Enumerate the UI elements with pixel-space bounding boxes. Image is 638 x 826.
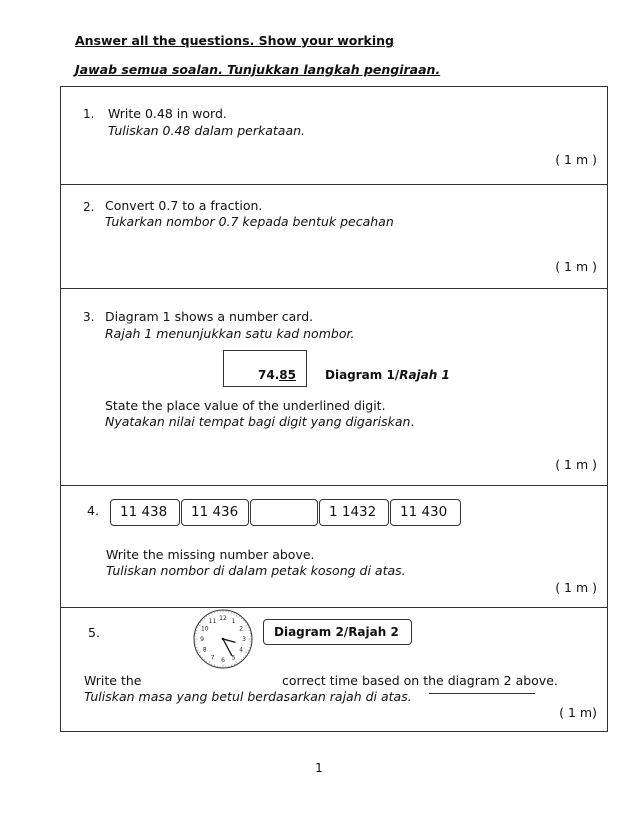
instruction-text-en: State the place value of the underlined digit. xyxy=(105,398,386,413)
marks: ( 1 m ) xyxy=(555,457,597,472)
question-number: 5. xyxy=(88,625,100,640)
clock-numeral: 10 xyxy=(200,625,209,633)
number-card xyxy=(223,350,307,387)
clock-numeral: 12 xyxy=(219,615,227,623)
questions-frame xyxy=(60,86,608,732)
sequence-box-4: 1 1432 xyxy=(319,499,389,526)
question-1 xyxy=(61,87,607,185)
question-3 xyxy=(61,289,607,486)
clock-numeral: 3 xyxy=(242,636,246,644)
question-number: 2. xyxy=(83,200,95,214)
sequence-box-5: 11 430 xyxy=(390,499,461,526)
clock-numeral: 5 xyxy=(231,654,236,662)
question-text-ms: Tuliskan masa yang betul berdasarkan rajah di atas. xyxy=(84,689,412,704)
clock-numeral: 4 xyxy=(239,646,244,654)
answer-line[interactable] xyxy=(429,693,535,694)
question-number: 4. xyxy=(87,503,99,518)
question-text-ms: Tuliskan nombor di dalam petak kosong di atas. xyxy=(106,563,406,578)
question-5 xyxy=(61,608,607,731)
marks: ( 1 m ) xyxy=(555,152,597,167)
clock-numeral: 8 xyxy=(202,646,207,654)
underlined-digits: 85 xyxy=(279,368,296,382)
number-card-value: 74.85 xyxy=(258,368,296,382)
sequence-box-blank[interactable] xyxy=(250,499,318,526)
sequence-box-1: 11 438 xyxy=(110,499,180,526)
instruction-malay: Jawab semua soalan. Tunjukkan langkah pengiraan. xyxy=(75,62,441,77)
diagram-2-label: Diagram 2/Rajah 2 xyxy=(263,619,412,645)
question-text-en: Diagram 1 shows a number card. xyxy=(105,309,314,324)
clock-diagram xyxy=(193,608,253,670)
instruction-text-ms: Nyatakan nilai tempat bagi digit yang digariskan. xyxy=(105,414,415,429)
question-text-en: Write the missing number above. xyxy=(106,547,315,562)
question-text-ms: Rajah 1 menunjukkan satu kad nombor. xyxy=(105,326,355,341)
sequence-box-2: 11 436 xyxy=(181,499,249,526)
question-text-en: Convert 0.7 to a fraction. xyxy=(105,198,263,213)
question-number: 3. xyxy=(83,310,95,324)
question-text-ms: Tuliskan 0.48 dalam perkataan. xyxy=(108,123,306,138)
question-4 xyxy=(61,486,607,608)
instruction-english: Answer all the questions. Show your working xyxy=(75,33,394,48)
clock-numeral: 2 xyxy=(239,625,244,633)
clock-numeral: 6 xyxy=(221,657,225,665)
question-text-en: Write 0.48 in word. xyxy=(108,106,227,121)
diagram-1-label: Diagram 1/Rajah 1 xyxy=(325,368,450,382)
question-2 xyxy=(61,185,607,289)
question-text-en-end: correct time based on the diagram 2 above. xyxy=(282,673,558,688)
clock-numeral: 9 xyxy=(200,636,204,644)
question-text-ms: Tukarkan nombor 0.7 kepada bentuk pecahan xyxy=(105,214,394,229)
clock-numeral: 7 xyxy=(210,654,215,662)
question-number: 1. xyxy=(83,107,95,121)
page-number: 1 xyxy=(315,761,323,775)
marks: ( 1 m ) xyxy=(555,259,597,274)
marks: ( 1 m ) xyxy=(555,580,597,595)
marks: ( 1 m) xyxy=(559,705,597,720)
clock-numeral: 1 xyxy=(231,618,236,626)
question-text-en-start: Write the xyxy=(84,673,142,688)
clock-numeral: 11 xyxy=(208,618,217,626)
clock-center xyxy=(222,638,225,641)
